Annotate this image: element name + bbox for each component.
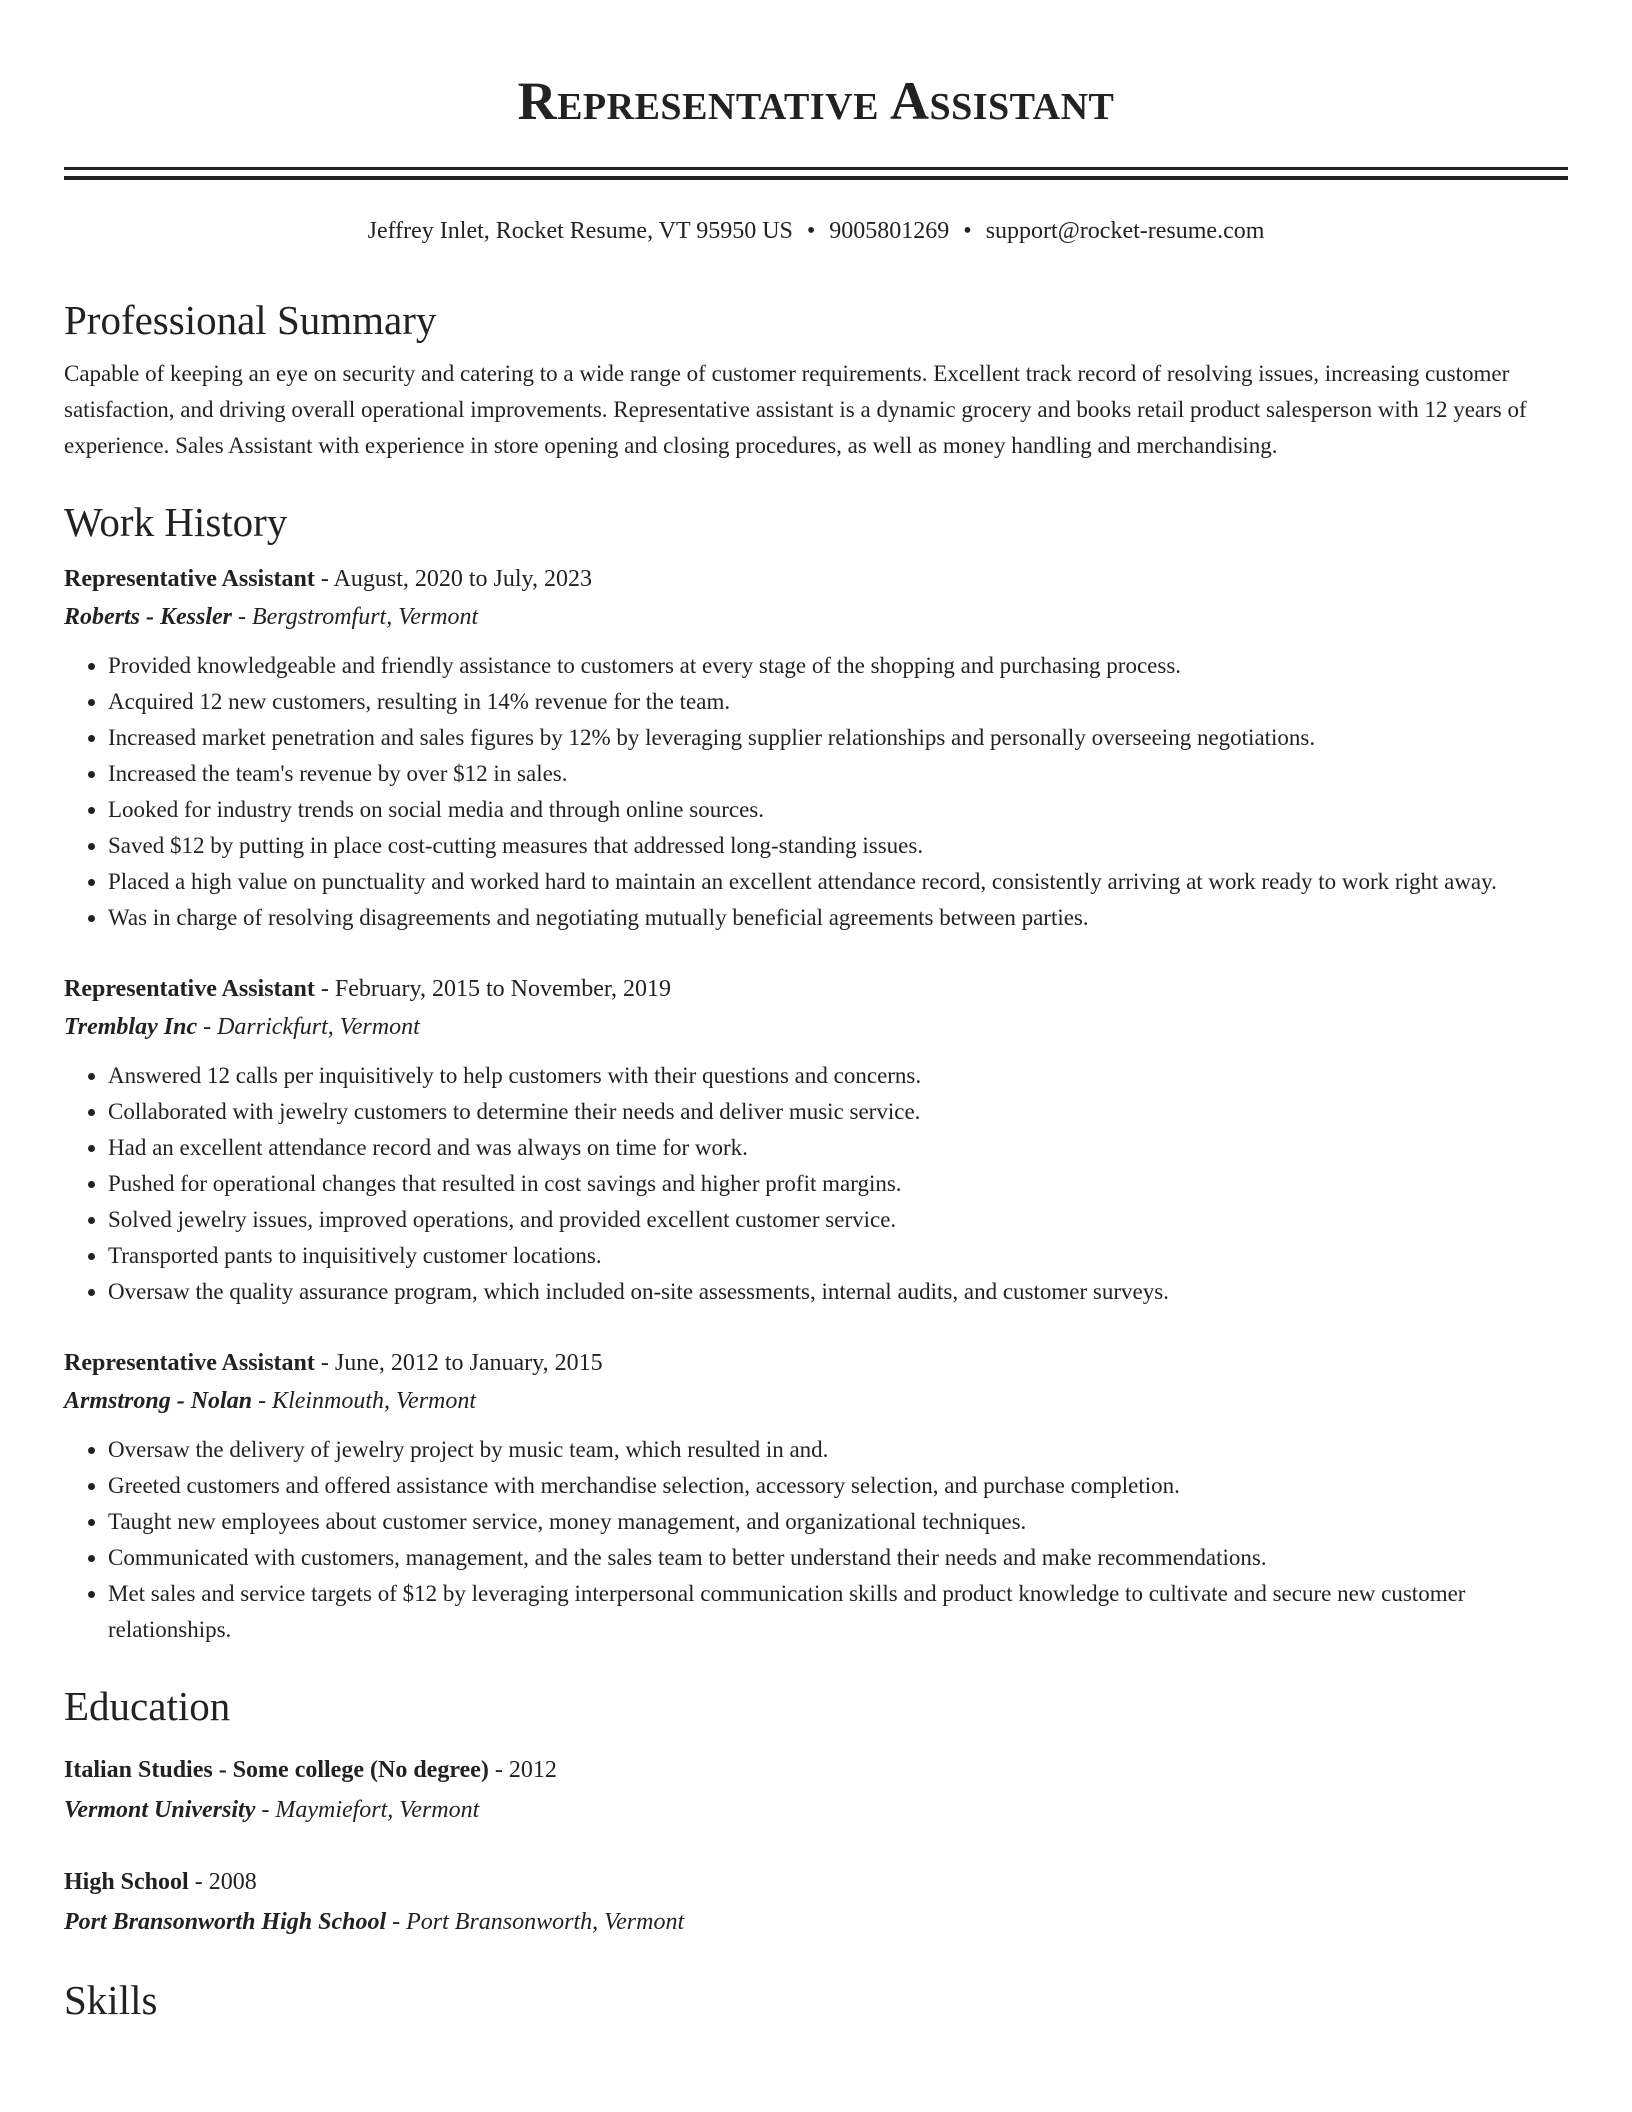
job-entry <box>64 970 1568 1310</box>
education-school: Port Bransonworth High School <box>64 1909 387 1935</box>
job-title: Representative Assistant <box>64 976 315 1002</box>
job-bullet: • Increased market penetration and sales figures by 12% by leveraging supplier relationships and personally overseeing negotiations. <box>108 720 1568 756</box>
job-bullet: • Greeted customers and offered assistance with merchandise selection, accessory selection, and purchase completion. <box>108 1468 1568 1504</box>
education-section <box>64 1674 1568 1942</box>
education-year: - 2008 <box>188 1869 257 1895</box>
job-dates: - August, 2020 to July, 2023 <box>314 566 592 592</box>
job-bullet: • Communicated with customers, management, and the sales team to better understand their needs and make recommendations. <box>108 1540 1568 1576</box>
job-bullet: • Oversaw the delivery of jewelry project by music team, which resulted in and. <box>108 1432 1568 1468</box>
work-history-section <box>64 490 1568 1648</box>
job-bullet: • Saved $12 by putting in place cost-cutting measures that addressed long-standing issues. <box>108 828 1568 864</box>
contact-line <box>0 213 1632 249</box>
education-year: - 2012 <box>488 1757 557 1783</box>
education-school: Vermont University <box>64 1797 256 1823</box>
job-bullet: • Transported pants to inquisitively customer locations. <box>108 1238 1568 1274</box>
summary-heading: Professional Summary <box>64 297 437 343</box>
work-history-heading: Work History <box>64 499 288 545</box>
resume-title: Representative Assistant <box>517 71 1115 131</box>
job-bullets <box>64 1058 1568 1310</box>
job-title: Representative Assistant <box>64 1350 315 1376</box>
title-divider-thin <box>64 176 1568 180</box>
job-location: - Kleinmouth, Vermont <box>252 1388 477 1414</box>
job-bullet: • Met sales and service targets of $12 by leveraging interpersonal communication skills and product knowledge to cultivate and secure new customer relationships. <box>108 1576 1568 1648</box>
contact-phone: 9005801269 <box>829 218 950 244</box>
job-entry <box>64 1344 1568 1648</box>
title-divider-thick <box>64 167 1568 170</box>
job-title-line <box>64 560 1568 598</box>
job-bullet: • Pushed for operational changes that resulted in cost savings and higher profit margins. <box>108 1166 1568 1202</box>
job-bullet: • Placed a high value on punctuality and worked hard to maintain an excellent attendance record, consistently arriving at work ready to work right away. <box>108 864 1568 900</box>
job-bullet: • Provided knowledgeable and friendly assistance to customers at every stage of the shopping and purchasing process. <box>108 648 1568 684</box>
skills-section <box>64 1968 1568 2032</box>
job-bullet: • Taught new employees about customer service, money management, and organizational techniques. <box>108 1504 1568 1540</box>
job-org-line <box>64 1008 1568 1046</box>
education-heading: Education <box>64 1683 231 1729</box>
job-bullet: • Increased the team's revenue by over $12 in sales. <box>108 756 1568 792</box>
education-location: - Maymiefort, Vermont <box>255 1797 480 1823</box>
job-bullet: • Answered 12 calls per inquisitively to help customers with their questions and concerns. <box>108 1058 1568 1094</box>
education-degree-line <box>64 1862 1568 1902</box>
job-dates: - February, 2015 to November, 2019 <box>314 976 671 1002</box>
job-bullet: • Oversaw the quality assurance program, which included on-site assessments, internal audits, and customer surveys. <box>108 1274 1568 1310</box>
job-company: Armstrong - Nolan <box>64 1388 253 1414</box>
education-degree: Italian Studies - Some college (No degree) <box>64 1757 489 1783</box>
resume-content <box>64 288 1568 2032</box>
summary-text: Capable of keeping an eye on security and catering to a wide range of customer requirements. Excellent track record of resolving issues, increasing customer satisfaction, and driving overall operational improvements. Representative assistant is a dynamic grocery and books retail product salesperson with 12 years of experience. Sales Assistant with experience in store opening and closing procedures, as well as money handling and merchandising. <box>64 361 1527 458</box>
job-org-line <box>64 598 1568 636</box>
education-school-line <box>64 1790 1568 1830</box>
job-title-line <box>64 970 1568 1008</box>
contact-address: Jeffrey Inlet, Rocket Resume, VT 95950 US <box>367 218 793 244</box>
education-entry <box>64 1750 1568 1830</box>
skills-heading: Skills <box>64 1977 158 2023</box>
job-bullets <box>64 1432 1568 1648</box>
education-degree: High School <box>64 1869 189 1895</box>
job-bullet: • Had an excellent attendance record and was always on time for work. <box>108 1130 1568 1166</box>
job-bullet: • Looked for industry trends on social media and through online sources. <box>108 792 1568 828</box>
job-location: - Darrickfurt, Vermont <box>197 1014 420 1040</box>
education-location: - Port Bransonworth, Vermont <box>386 1909 685 1935</box>
job-bullet: • Was in charge of resolving disagreements and negotiating mutually beneficial agreements between parties. <box>108 900 1568 936</box>
summary-section <box>64 288 1568 464</box>
education-degree-line <box>64 1750 1568 1790</box>
job-entry <box>64 560 1568 936</box>
contact-separator: • <box>963 218 972 244</box>
job-location: - Bergstromfurt, Vermont <box>232 604 479 630</box>
education-entry <box>64 1862 1568 1942</box>
job-bullets <box>64 648 1568 936</box>
job-company: Tremblay Inc <box>64 1014 198 1040</box>
job-bullet: • Acquired 12 new customers, resulting in 14% revenue for the team. <box>108 684 1568 720</box>
contact-separator: • <box>806 218 816 244</box>
education-school-line <box>64 1902 1568 1942</box>
job-bullet: • Collaborated with jewelry customers to determine their needs and deliver music service. <box>108 1094 1568 1130</box>
contact-email: support@rocket-resume.com <box>985 218 1265 244</box>
job-dates: - June, 2012 to January, 2015 <box>314 1350 603 1376</box>
job-title-line <box>64 1344 1568 1382</box>
job-company: Roberts - Kessler <box>64 604 232 630</box>
job-title: Representative Assistant <box>64 566 315 592</box>
job-org-line <box>64 1382 1568 1420</box>
job-bullet: • Solved jewelry issues, improved operations, and provided excellent customer service. <box>108 1202 1568 1238</box>
